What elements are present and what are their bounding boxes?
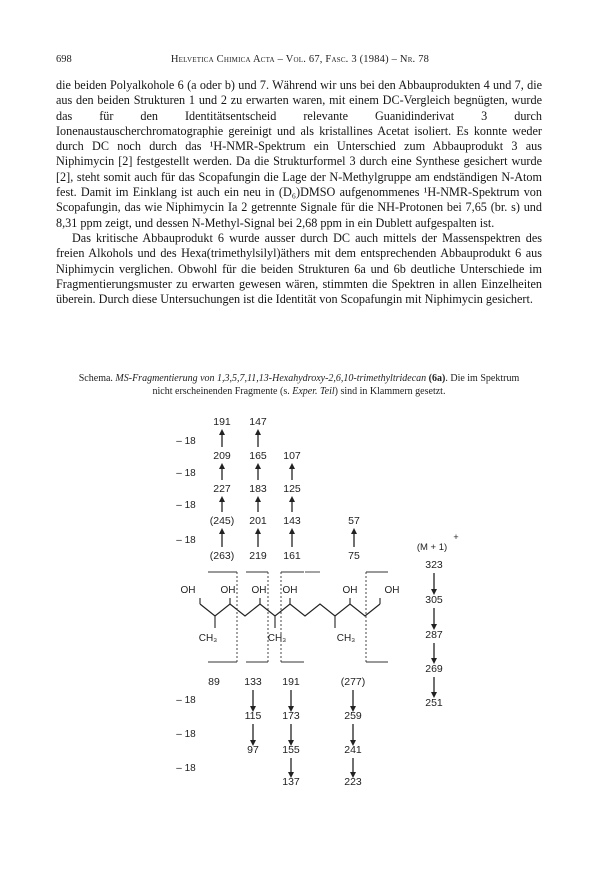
caption-note-ref: Exper. Teil <box>292 386 335 397</box>
hydroxyl-label-0: OH <box>180 585 196 596</box>
minus-18-upper-2: – 18 <box>176 500 196 511</box>
hydroxyl-label-4: OH <box>342 585 358 596</box>
methyl-label-2: CH₃ <box>336 633 356 644</box>
fragment-up-2-1: 143 <box>283 515 301 527</box>
fragment-down-1-1: 115 <box>244 710 262 722</box>
fragment-down-1-0: 133 <box>244 676 262 688</box>
fragment-up-1-2: 183 <box>249 483 267 495</box>
hydroxyl-label-1: OH <box>220 585 236 596</box>
hydroxyl-label-3: OH <box>282 585 298 596</box>
molecular-ion-3: 269 <box>425 663 443 675</box>
caption-compound: (6a) <box>428 373 446 384</box>
fragment-down-2-2: 155 <box>282 744 300 756</box>
fragment-up-0-2: 227 <box>213 483 231 495</box>
fragment-down-2-1: 173 <box>282 710 300 722</box>
fragment-up-3-0: 75 <box>348 550 360 562</box>
paragraph-1: die beiden Polyalkohole 6 (a oder b) und 7. Während wir uns bei den Abbauprodukten 4 und 7, die aus den beiden Strukturen 1 und 2 zu erwarten waren, mit einem DC-Vergleich begnügten, wurde das für den Identitätsentscheid relevante Guanidinderivat 3 durch Ionenaustauscherchromatographie gereinigt und als kristallines Acetat isoliert. Es konnte weder durch DC noch durch das ¹H-NMR-Spektrum ein Unterschied zum Abbauprodukt 3 aus Niphimycin [2] festgestellt werden. Da die Strukturformel 3 durch eine Synthese gesichert wurde [2], steht somit auch für das Scopafungin die Lage der N-Methylgruppe am endständigen N-Atom fest. Damit im Einklang ist auch ein neu in (D₆)DMSO aufgenommenes ¹H-NMR-Spektrum von Scopafungin, das wie Niphimycin Ia 2 getrennte Signale für die NH-Protonen bei 7,65 (br. s) und 8,31 ppm zeigt, und dessen N-Methyl-Signal bei 2,68 ppm in ein Dublett aufgespalten ist. <box>56 78 542 230</box>
fragment-down-3-3: 223 <box>344 776 362 788</box>
hydroxyl-label-2: OH <box>251 585 267 596</box>
fragment-up-0-0: (263) <box>209 550 235 562</box>
molecular-ion-1: 305 <box>425 594 443 606</box>
molecular-ion-label: (M + 1) <box>416 542 448 553</box>
methyl-label-0: CH₃ <box>198 633 218 644</box>
page-number: 698 <box>56 54 72 65</box>
fragment-down-3-1: 259 <box>344 710 362 722</box>
fragment-up-2-2: 125 <box>283 483 301 495</box>
minus-18-lower-0: – 18 <box>176 695 196 706</box>
molecular-ion-charge: + <box>453 532 459 542</box>
caption-title: MS-Fragmentierung von 1,3,5,7,11,13-Hexahydroxy-2,6,10-trimethyltridecan <box>115 373 427 384</box>
fragment-down-3-2: 241 <box>344 744 362 756</box>
fragment-down-2-3: 137 <box>282 776 300 788</box>
hydroxyl-label-5: OH <box>384 585 400 596</box>
scheme-caption: Schema. MS-Fragmentierung von 1,3,5,7,11,13-Hexahydroxy-2,6,10-trimethyltridecan (6a). Die im Spektrum nicht erscheinenden Fragmente (s. Exper. Teil) sind in Klammern gesetzt. <box>78 373 520 397</box>
caption-note-1: Die im Spektrum <box>450 373 520 384</box>
molecular-ion-4: 251 <box>425 697 443 709</box>
fragment-up-1-4: 147 <box>249 416 267 428</box>
fragment-down-1-2: 97 <box>247 744 259 756</box>
methyl-label-1: CH₃ <box>267 633 287 644</box>
fragment-up-1-1: 201 <box>249 515 267 527</box>
fragment-up-2-0: 161 <box>283 550 301 562</box>
fragment-up-0-3: 209 <box>213 450 231 462</box>
molecular-ion-0: 323 <box>425 559 443 571</box>
fragment-down-2-0: 191 <box>282 676 300 688</box>
minus-18-lower-2: – 18 <box>176 763 196 774</box>
fragment-up-2-3: 107 <box>283 450 301 462</box>
fragment-up-0-4: 191 <box>213 416 231 428</box>
carbon-chain <box>200 604 380 616</box>
journal-citation: Helvetica Chimica Acta – Vol. 67, Fasc. 3 (1984) – Nr. 78 <box>170 54 430 65</box>
minus-18-upper-3: – 18 <box>176 535 196 546</box>
fragment-up-0-1: (245) <box>209 515 235 527</box>
caption-label: Schema. <box>78 373 113 384</box>
paragraph-2: Das kritische Abbauprodukt 6 wurde ausser durch DC auch mittels der Massenspektren des freien Alkohols und des Hexa(trimethylsilyl)äthers mit dem entsprechenden Abbauprodukt 6 aus Niphimycin verglichen. Obwohl für die beiden Strukturen 6a und 6b deutliche Unterschiede im Fragmentierungsmuster zu erwarten gewesen wären, stimmten die Spektren in allen Einzelheiten überein. Durch diese Untersuchungen ist die Identität von Scopafungin mit Niphimycin gesichert. <box>56 230 542 307</box>
molecular-ion-2: 287 <box>425 629 443 641</box>
fragment-up-1-3: 165 <box>249 450 267 462</box>
caption-note-2b: ) sind in Klammern gesetzt. <box>334 386 446 397</box>
fragment-up-1-0: 219 <box>249 550 267 562</box>
minus-18-upper-0: – 18 <box>176 436 196 447</box>
minus-18-lower-1: – 18 <box>176 729 196 740</box>
fragment-up-3-1: 57 <box>348 515 360 527</box>
fragment-down-3-0: (277) <box>340 676 366 688</box>
caption-note-2a: nicht erscheinenden Fragmente (s. <box>152 386 293 397</box>
fragment-down-0-0: 89 <box>208 676 220 688</box>
minus-18-upper-1: – 18 <box>176 468 196 479</box>
